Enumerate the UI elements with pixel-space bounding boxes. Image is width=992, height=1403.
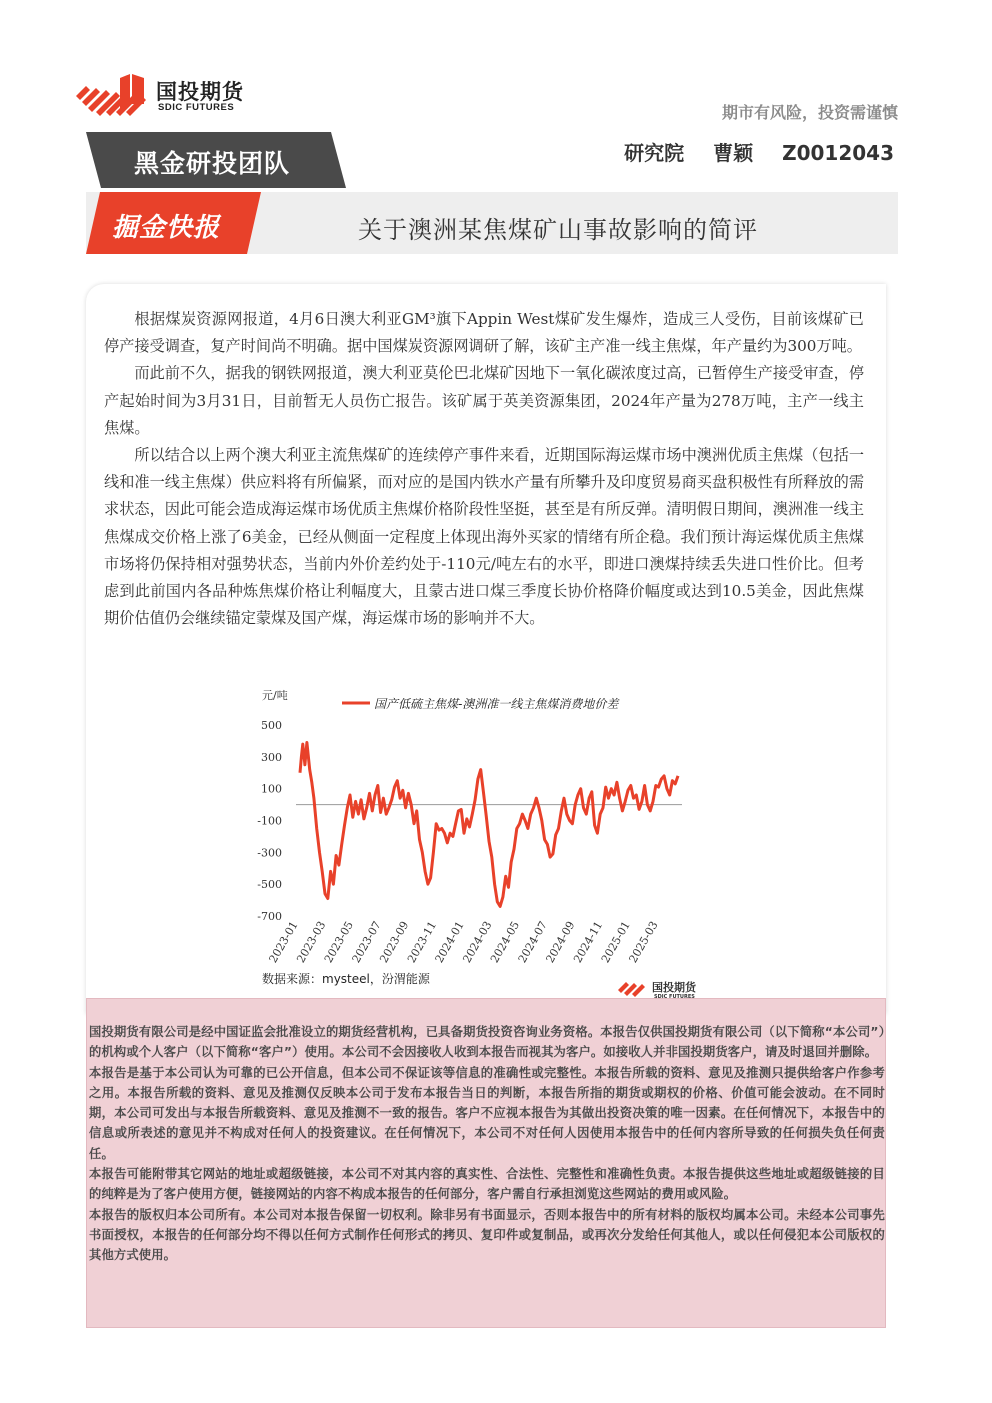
- x-tick-label: 2024-05: [488, 919, 523, 966]
- x-tick-label: 2025-03: [626, 919, 661, 966]
- column-label: 掘金快报: [112, 213, 221, 243]
- y-tick-label: 500: [261, 719, 282, 732]
- y-axis-label: 元/吨: [262, 689, 288, 702]
- disclaimer-text: [89, 1022, 885, 1266]
- logo-chinese-name: 国投期货: [156, 80, 244, 104]
- x-tick-label: 2024-01: [432, 919, 467, 966]
- company-logo: [76, 74, 276, 118]
- license-number: Z0012043: [782, 141, 894, 165]
- watermark-logo-icon: [618, 982, 645, 997]
- y-tick-label: -100: [257, 814, 282, 828]
- watermark-cn: 国投期货: [652, 981, 696, 994]
- x-tick-label: 2024-03: [460, 919, 495, 966]
- x-tick-label: 2025-01: [598, 919, 633, 966]
- article-paragraph: 所以结合以上两个澳大利亚主流焦煤矿的连续停产事件来看，近期国际海运煤市场中澳洲优质主焦煤（包括一线和准一线主焦煤）供应料将有所偏紧，而对应的是国内铁水产量有所攀升及印度贸易商买盘积极性有所释放的需求状态，因此可能会造成海运煤市场优质主焦煤价格阶段性坚挺，甚至是有所反弹。清明假日期间，澳洲准一线主焦煤成交价格上涨了6美金，已经从侧面一定程度上体现出海外买家的情绪有所企稳。我们预计海运煤优质主焦煤市场将仍保持相对强势状态，当前内外价差约处于-110元/吨左右的水平，即进口澳煤持续丢失进口性价比。但考虑到此前国内各品种炼焦煤价格让利幅度大，且蒙古进口煤三季度长协价格降价幅度或达到10.5美金，因此焦煤期价估值仍会继续锚定蒙煤及国产煤，海运煤市场的影响并不大。: [104, 446, 864, 628]
- logo-mark-icon: [76, 74, 152, 116]
- y-tick-label: 100: [261, 782, 282, 796]
- disclaimer-paragraph: 本报告的版权归本公司所有。本公司对本报告保留一切权利。除非另有书面显示，否则本报告中的所有材料的版权均属本公司。未经本公司事先书面授权，本报告的任何部分均不得以任何方式制作任何形式的拷贝、复印件或复制品，或再次分发给任何其他人，或以任何侵犯本公司版权的其他方式使用。: [89, 1207, 885, 1263]
- x-tick-label: 2024-07: [515, 919, 550, 966]
- chart-watermark: [618, 980, 697, 998]
- disclaimer-paragraph: 本报告是基于本公司认为可靠的已公开信息，但本公司不保证该等信息的准确性或完整性。本报告所载的资料、意见及推测只提供给客户作参考之用。本报告所载的资料、意见及推测仅反映本公司于发布本报告当日的判断，本报告所指的期货或期权的价格、价值可能会波动。在不同时期，本公司可发出与本报告所载资料、意见及推测不一致的报告。客户不应视本报告为其做出投资决策的唯一因素。在任何情况下，本报告中的信息或所表述的意见并不构成对任何人的投资建议。在任何情况下，本公司不对任何人因使用本报告中的任何内容所导致的任何损失负任何责任。: [89, 1065, 885, 1161]
- y-tick-label: -500: [257, 878, 282, 892]
- chart-canvas: [252, 683, 714, 998]
- author-name: 曹颖: [713, 141, 754, 165]
- x-axis: [266, 919, 660, 965]
- x-tick-label: 2023-05: [321, 919, 356, 966]
- disclaimer-paragraph: 国投期货有限公司是经中国证监会批准设立的期货经营机构，已具备期货投资咨询业务资格。本报告仅供国投期货有限公司（以下简称“本公司”）的机构或个人客户（以下简称“客户”）使用。本公司不会因接收人收到本报告而视其为客户。如接收人并非国投期货客户，请及时退回并删除。: [89, 1025, 885, 1060]
- article-paragraph: 根据煤炭资源网报道，4月6日澳大利亚GM³旗下Appin West煤矿发生爆炸，造成三人受伤，目前该煤矿已停产接受调查，复产时间尚不明确。据中国煤炭资源网调研了解，该矿主产准一线主焦煤，年产量约为300万吨。: [104, 310, 864, 356]
- disclaimer-paragraph: 本报告可能附带其它网站的地址或超级链接，本公司不对其内容的真实性、合法性、完整性和准确性负责。本报告提供这些地址或超级链接的目的纯粹是为了客户使用方便，链接网站的内容不构成本报告的任何部分，客户需自行承担浏览这些网站的费用或风险。: [89, 1167, 885, 1202]
- x-tick-label: 2023-07: [349, 919, 384, 966]
- department: 研究院: [624, 141, 685, 165]
- logo-english-name: SDIC FUTURES: [158, 102, 235, 113]
- article-paragraph: 而此前不久，据我的钢铁网报道，澳大利亚莫伦巴北煤矿因地下一氧化碳浓度过高，已暂停生产接受审查，停产起始时间为3月31日，目前暂无人员伤亡报告。该矿属于英美资源集团，2024年产量为278万吨，主产一线主焦煤。: [104, 364, 864, 437]
- y-tick-label: -300: [257, 846, 282, 860]
- report-title: 关于澳洲某焦煤矿山事故影响的简评: [358, 216, 758, 244]
- team-title: 黑金研投团队: [134, 149, 291, 178]
- risk-slogan: 期市有风险，投资需谨慎: [721, 103, 898, 122]
- x-tick-label: 2024-09: [543, 919, 578, 966]
- y-axis: [257, 719, 282, 923]
- x-tick-label: 2023-09: [377, 919, 412, 966]
- y-tick-label: -700: [257, 910, 282, 923]
- article-body: [104, 306, 864, 632]
- y-tick-label: 300: [261, 750, 282, 764]
- data-source: 数据来源：mysteel，汾渭能源: [262, 972, 430, 986]
- x-tick-label: 2023-01: [266, 919, 301, 966]
- author-line: [624, 137, 894, 166]
- legend-label: 国产低硫主焦煤-澳洲准一线主焦煤消费地价差: [374, 697, 619, 711]
- x-tick-label: 2024-11: [571, 919, 606, 966]
- spread-chart: [252, 683, 714, 998]
- chart-legend: [342, 697, 620, 711]
- watermark-en: SDIC FUTURES: [654, 994, 695, 998]
- x-tick-label: 2023-11: [404, 919, 440, 966]
- x-tick-label: 2023-03: [294, 919, 329, 966]
- series-line: [300, 743, 678, 907]
